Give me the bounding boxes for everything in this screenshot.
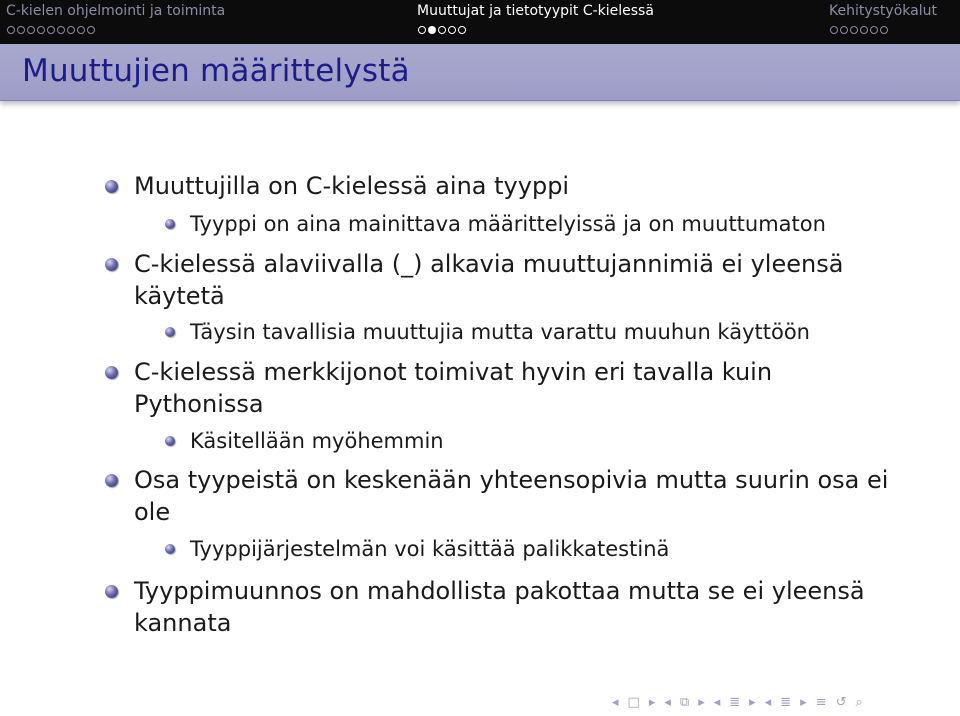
bullet-item xyxy=(134,356,894,420)
nav-prev-slide-icon[interactable]: ◂ xyxy=(612,695,619,710)
nav-frame-dot-icon[interactable] xyxy=(438,26,446,34)
sub-bullet-item xyxy=(190,428,890,454)
sub-bullet-ball-icon xyxy=(165,327,175,337)
nav-next-subsection-icon[interactable]: ▸ xyxy=(749,695,756,710)
bullet-text: Tyyppi on aina mainittava määrittelyissä ja on muuttumaton xyxy=(190,212,826,236)
nav-frame-dot-icon[interactable] xyxy=(17,26,25,34)
nav-toc-icon[interactable]: ≡ xyxy=(815,695,827,710)
nav-frame-dot-icon[interactable] xyxy=(27,26,35,34)
nav-section-icon: ≣ xyxy=(780,695,792,710)
bullet-ball-icon xyxy=(105,366,118,379)
nav-undo-icon[interactable]: ↺ xyxy=(835,695,847,710)
bullet-ball-icon xyxy=(105,258,118,271)
slide-title-bar xyxy=(0,44,960,101)
nav-frame-dot-icon[interactable] xyxy=(77,26,85,34)
bullet-text: Tyyppijärjestelmän voi käsittää palikkatestinä xyxy=(190,537,670,561)
bullet-item xyxy=(134,575,894,639)
sub-bullet-ball-icon xyxy=(165,544,175,554)
bullet-text: Osa tyypeistä on keskenään yhteensopivia mutta suurin osa ei ole xyxy=(134,466,889,526)
nav-prev-subsection-icon[interactable]: ◂ xyxy=(713,695,721,710)
nav-frame-dot-icon[interactable] xyxy=(458,26,466,34)
nav-frame-dot-icon[interactable] xyxy=(870,26,878,34)
bullet-text: Tyyppimuunnos on mahdollista pakottaa mutta se ei yleensä kannata xyxy=(134,577,865,637)
nav-frame-dot-icon[interactable] xyxy=(7,26,15,34)
nav-frame-dot-icon[interactable] xyxy=(880,26,888,34)
bullet-text: C-kielessä alaviivalla (_) alkavia muuttujannimiä ei yleensä käytetä xyxy=(134,250,844,310)
nav-section-kehitystyokalut[interactable] xyxy=(829,2,937,20)
bullet-ball-icon xyxy=(105,180,118,193)
bullet-item xyxy=(134,248,894,312)
bullet-text: Täysin tavallisia muuttujia mutta varattu muuhun käyttöön xyxy=(190,320,810,344)
nav-section-title[interactable]: Kehitystyökalut xyxy=(829,3,937,19)
nav-slide-icon: □ xyxy=(627,695,640,710)
nav-section-title[interactable]: C-kielen ohjelmointi ja toiminta xyxy=(6,3,226,19)
beamer-navigation-symbols xyxy=(612,694,863,712)
nav-frame-dot-icon[interactable] xyxy=(67,26,75,34)
nav-zoom-icon[interactable]: ⌕ xyxy=(855,695,863,710)
nav-frame-dot-icon[interactable] xyxy=(47,26,55,34)
nav-section-frame-dots xyxy=(830,24,888,36)
nav-next-slide-icon[interactable]: ▸ xyxy=(648,695,656,710)
nav-section-c-kielen-ohjelmointi[interactable] xyxy=(6,2,225,20)
bullet-text: Muuttujilla on C-kielessä aina tyyppi xyxy=(134,172,570,200)
bullet-item xyxy=(134,170,894,202)
sub-bullet-ball-icon xyxy=(165,436,175,446)
nav-frame-dot-icon[interactable] xyxy=(840,26,848,34)
bullet-ball-icon xyxy=(105,474,118,487)
sub-bullet-ball-icon xyxy=(165,219,175,229)
nav-frame-dot-icon[interactable] xyxy=(830,26,838,34)
nav-frame-dot-icon[interactable] xyxy=(448,26,456,34)
nav-frame-dot-icon[interactable] xyxy=(37,26,45,34)
nav-next-section-icon[interactable]: ▸ xyxy=(800,695,807,710)
bullet-ball-icon xyxy=(105,585,118,598)
nav-section-muuttujat-ja-tietotyypit[interactable] xyxy=(417,2,654,20)
nav-frame-dot-icon[interactable] xyxy=(850,26,858,34)
bullet-text: Käsitellään myöhemmin xyxy=(190,429,444,453)
nav-next-frame-icon[interactable]: ▸ xyxy=(698,695,705,710)
nav-section-frame-dots xyxy=(418,24,466,36)
sub-bullet-item xyxy=(190,319,890,345)
nav-frame-dot-icon[interactable] xyxy=(87,26,95,34)
nav-section-frame-dots xyxy=(7,24,95,36)
sub-bullet-item xyxy=(190,211,890,237)
nav-frame-dot-icon[interactable] xyxy=(860,26,868,34)
navigation-bar xyxy=(0,0,960,44)
nav-frame-icon: ⧉ xyxy=(679,695,690,710)
nav-prev-frame-icon[interactable]: ◂ xyxy=(664,695,671,710)
slide-title: Muuttujien määrittelystä xyxy=(22,53,410,89)
bullet-item xyxy=(134,464,894,528)
nav-frame-dot-icon[interactable] xyxy=(418,26,426,34)
bullet-text: C-kielessä merkkijonot toimivat hyvin eri tavalla kuin Pythonissa xyxy=(134,358,773,418)
nav-subsection-icon: ≣ xyxy=(729,695,741,710)
sub-bullet-item xyxy=(190,536,890,562)
nav-frame-dot-icon[interactable] xyxy=(57,26,65,34)
nav-prev-section-icon[interactable]: ◂ xyxy=(764,695,772,710)
nav-section-title[interactable]: Muuttujat ja tietotyypit C-kielessä xyxy=(417,3,654,19)
nav-frame-dot-icon[interactable] xyxy=(428,26,436,34)
